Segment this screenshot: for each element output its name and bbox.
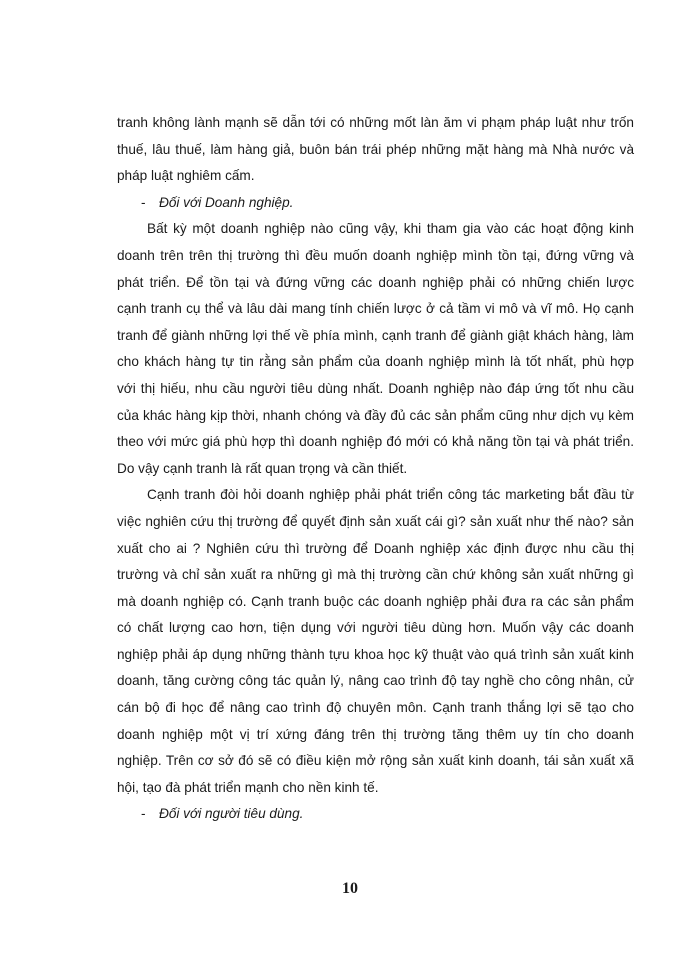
paragraph-line: của khác hàng kịp thời, nhanh chóng và đầy đủ các sản phẩm cũng như dịch vụ kèm [117,407,634,423]
paragraph-line: Do vậy cạnh tranh là rất quan trọng và cần thiết. [117,460,408,476]
heading-label: Đối với Doanh nghiệp. [159,194,294,210]
text-line: tranh không lành mạnh sẽ dẫn tới có những mốt làn ăm vi phạm pháp luật như trốn [117,115,634,130]
paragraph-line: với thị hiếu, nhu cầu người tiêu dùng nhất. Doanh nghiệp nào đáp ứng tốt nhu cầu [117,380,634,396]
paragraph-line: doanh trên trên thị trường thì đều muốn doanh nghiệp mình tồn tại, đứng vững và [117,247,634,263]
paragraph-line: cán bộ đi học để nâng cao trình độ chuyên môn. Cạnh tranh thắng lợi sẽ tạo cho [117,700,634,716]
heading-label: Đối với người tiêu dùng. [159,806,304,822]
paragraph-line: hội, tạo đà phát triển mạnh cho nền kinh tế. [117,779,379,795]
paragraph-line: nghiệp phải áp dụng những thành tựu khoa học kỹ thuật vào quá trình sản xuất kinh [117,646,634,662]
bullet-dash: - [141,194,146,210]
paragraph-line: nghiệp. Trên cơ sở đó sẽ có điều kiện mở rộng sản xuất kinh doanh, tái sản xuất xã [117,753,634,769]
paragraph-line: theo với mức giá phù hợp thì doanh nghiệp đó mới có khả năng tồn tại và phát triển. [117,434,634,450]
paragraph-line: Bất kỳ một doanh nghiệp nào cũng vậy, khi tham gia vào các hoạt động kinh [147,221,634,237]
text-line: pháp luật nghiêm cấm. [117,168,255,184]
bullet-dash: - [141,806,146,822]
body-text [117,110,634,828]
text-line: thuế, lâu thuế, làm hàng giả, buôn bán trái phép những mặt hàng mà Nhà nước và [117,141,634,157]
paragraph-line: doanh, tăng cường công tác quản lý, nâng cao trình độ tay nghề cho công nhân, cử [117,673,634,689]
section-heading-business [117,190,634,217]
paragraph-line: cho khách hàng tự tin rằng sản phẩm của doanh nghiệp mình là tốt nhất, phù hợp [117,354,634,370]
paragraph-line: doanh nghiệp một vị trí xứng đáng trên thị trường tăng thêm uy tín cho doanh [117,726,634,742]
paragraph-line: mà doanh nghiệp có. Cạnh tranh buộc các doanh nghiệp phải đưa ra các sản phẩm [117,593,634,609]
paragraph-line: việc nghiên cứu thị trường để quyết định sản xuất cái gì? sản xuất như thế nào? sản [117,513,634,529]
paragraph-line: phát triển. Để tồn tại và đứng vững các doanh nghiệp phải có những chiến lược [117,274,634,290]
paragraph-line: xuất cho ai ? Nghiên cứu thì trường để Doanh nghiệp xác định được nhu cầu thị [117,540,634,556]
page-number: 10 [342,880,358,897]
paragraph-line: cạnh tranh cụ thể và lâu dài mang tính chiến lược ở cả tầm vi mô và vĩ mô. Họ cạnh [117,301,634,317]
paragraph-line: có chất lượng cao hơn, tiện dụng với người tiêu dùng hơn. Muốn vậy các doanh [117,620,634,636]
paragraph-line: trường và chỉ sản xuất ra những gì mà thị trường cần chứ không sản xuất những gì [117,567,634,583]
section-heading-consumer [117,801,634,828]
paragraph-line: Cạnh tranh đòi hỏi doanh nghiệp phải phát triển công tác marketing bắt đầu từ [147,487,634,503]
paragraph-line: tranh để giành những lợi thế về phía mình, cạnh tranh để giành giật khách hàng, làm [117,327,634,343]
